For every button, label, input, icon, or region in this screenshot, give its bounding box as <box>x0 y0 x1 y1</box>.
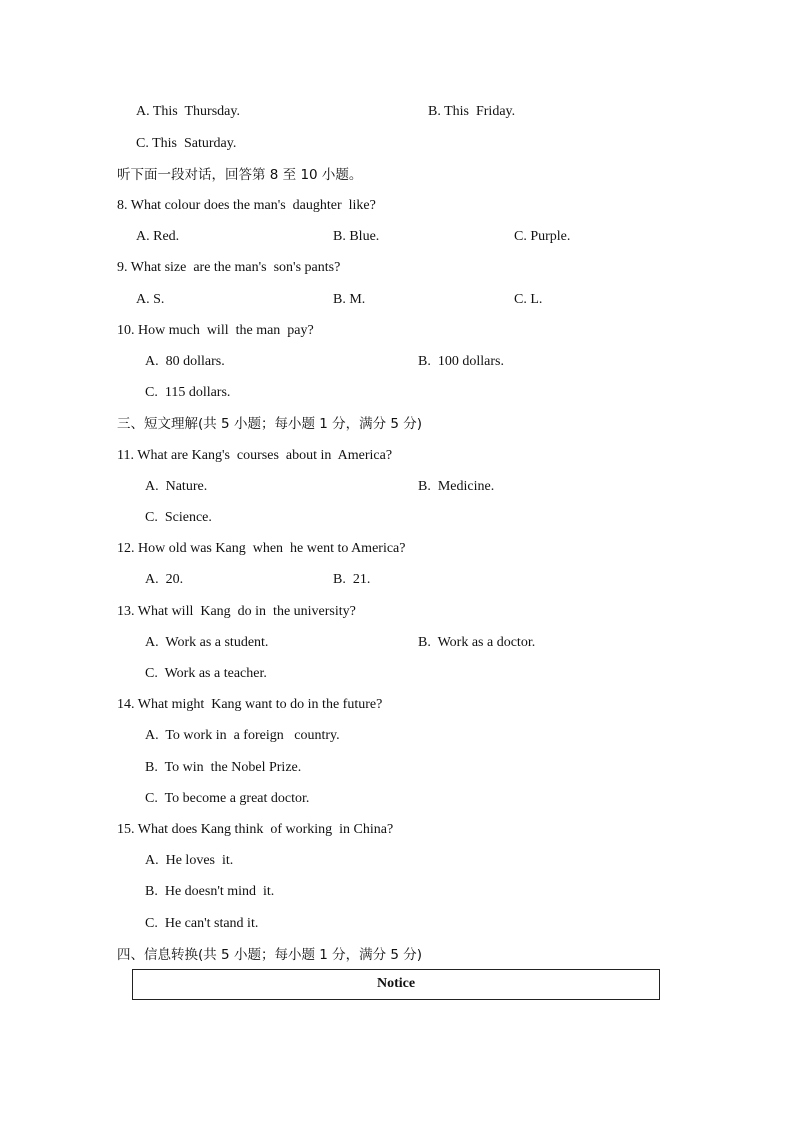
q9-option-c: C. L. <box>514 292 543 307</box>
q14-option-c: C. To become a great doctor. <box>145 791 310 806</box>
q10-option-a: A. 80 dollars. <box>145 354 225 369</box>
q12-question: 12. How old was Kang when he went to America? <box>117 541 406 556</box>
q9-option-a: A. S. <box>136 292 165 307</box>
q11-option-b: B. Medicine. <box>418 479 495 494</box>
q13-option-a: A. Work as a student. <box>145 635 269 650</box>
q11-question: 11. What are Kang's courses about in America? <box>117 448 393 463</box>
q10-option-b: B. 100 dollars. <box>418 354 504 369</box>
q13-option-b: B. Work as a doctor. <box>418 635 536 650</box>
q7-option-b: B. This Friday. <box>428 104 516 119</box>
q15-question: 15. What does Kang think of working in China? <box>117 822 394 837</box>
q9-option-b: B. M. <box>333 292 366 307</box>
q12-option-a: A. 20. <box>145 572 184 587</box>
dialog-instruction: 听下面一段对话，回答第 8 至 10 小题。 <box>117 167 363 183</box>
q7-option-c: C. This Saturday. <box>136 136 237 151</box>
q15-option-a: A. He loves it. <box>145 853 234 868</box>
q13-option-c: C. Work as a teacher. <box>145 666 267 681</box>
notice-title: Notice <box>376 976 416 991</box>
q14-option-a: A. To work in a foreign country. <box>145 728 340 743</box>
q7-option-a: A. This Thursday. <box>136 104 240 119</box>
q14-question: 14. What might Kang want to do in the future? <box>117 697 383 712</box>
section4-heading: 四、信息转换(共 5 小题；每小题 1 分，满分 5 分) <box>117 947 423 963</box>
notice-table <box>132 969 660 1000</box>
q13-question: 13. What will Kang do in the university? <box>117 604 356 619</box>
q11-option-c: C. Science. <box>145 510 212 525</box>
q10-question: 10. How much will the man pay? <box>117 323 314 338</box>
section3-heading: 三、短文理解(共 5 小题；每小题 1 分，满分 5 分) <box>117 416 423 432</box>
q15-option-c: C. He can't stand it. <box>145 916 259 931</box>
q8-option-b: B. Blue. <box>333 229 380 244</box>
q10-option-c: C. 115 dollars. <box>145 385 231 400</box>
q8-option-c: C. Purple. <box>514 229 571 244</box>
q11-option-a: A. Nature. <box>145 479 208 494</box>
q8-question: 8. What colour does the man's daughter like? <box>117 198 376 213</box>
q14-option-b: B. To win the Nobel Prize. <box>145 760 302 775</box>
q12-option-b: B. 21. <box>333 572 371 587</box>
q8-option-a: A. Red. <box>136 229 180 244</box>
q15-option-b: B. He doesn't mind it. <box>145 884 275 899</box>
q9-question: 9. What size are the man's son's pants? <box>117 260 341 275</box>
